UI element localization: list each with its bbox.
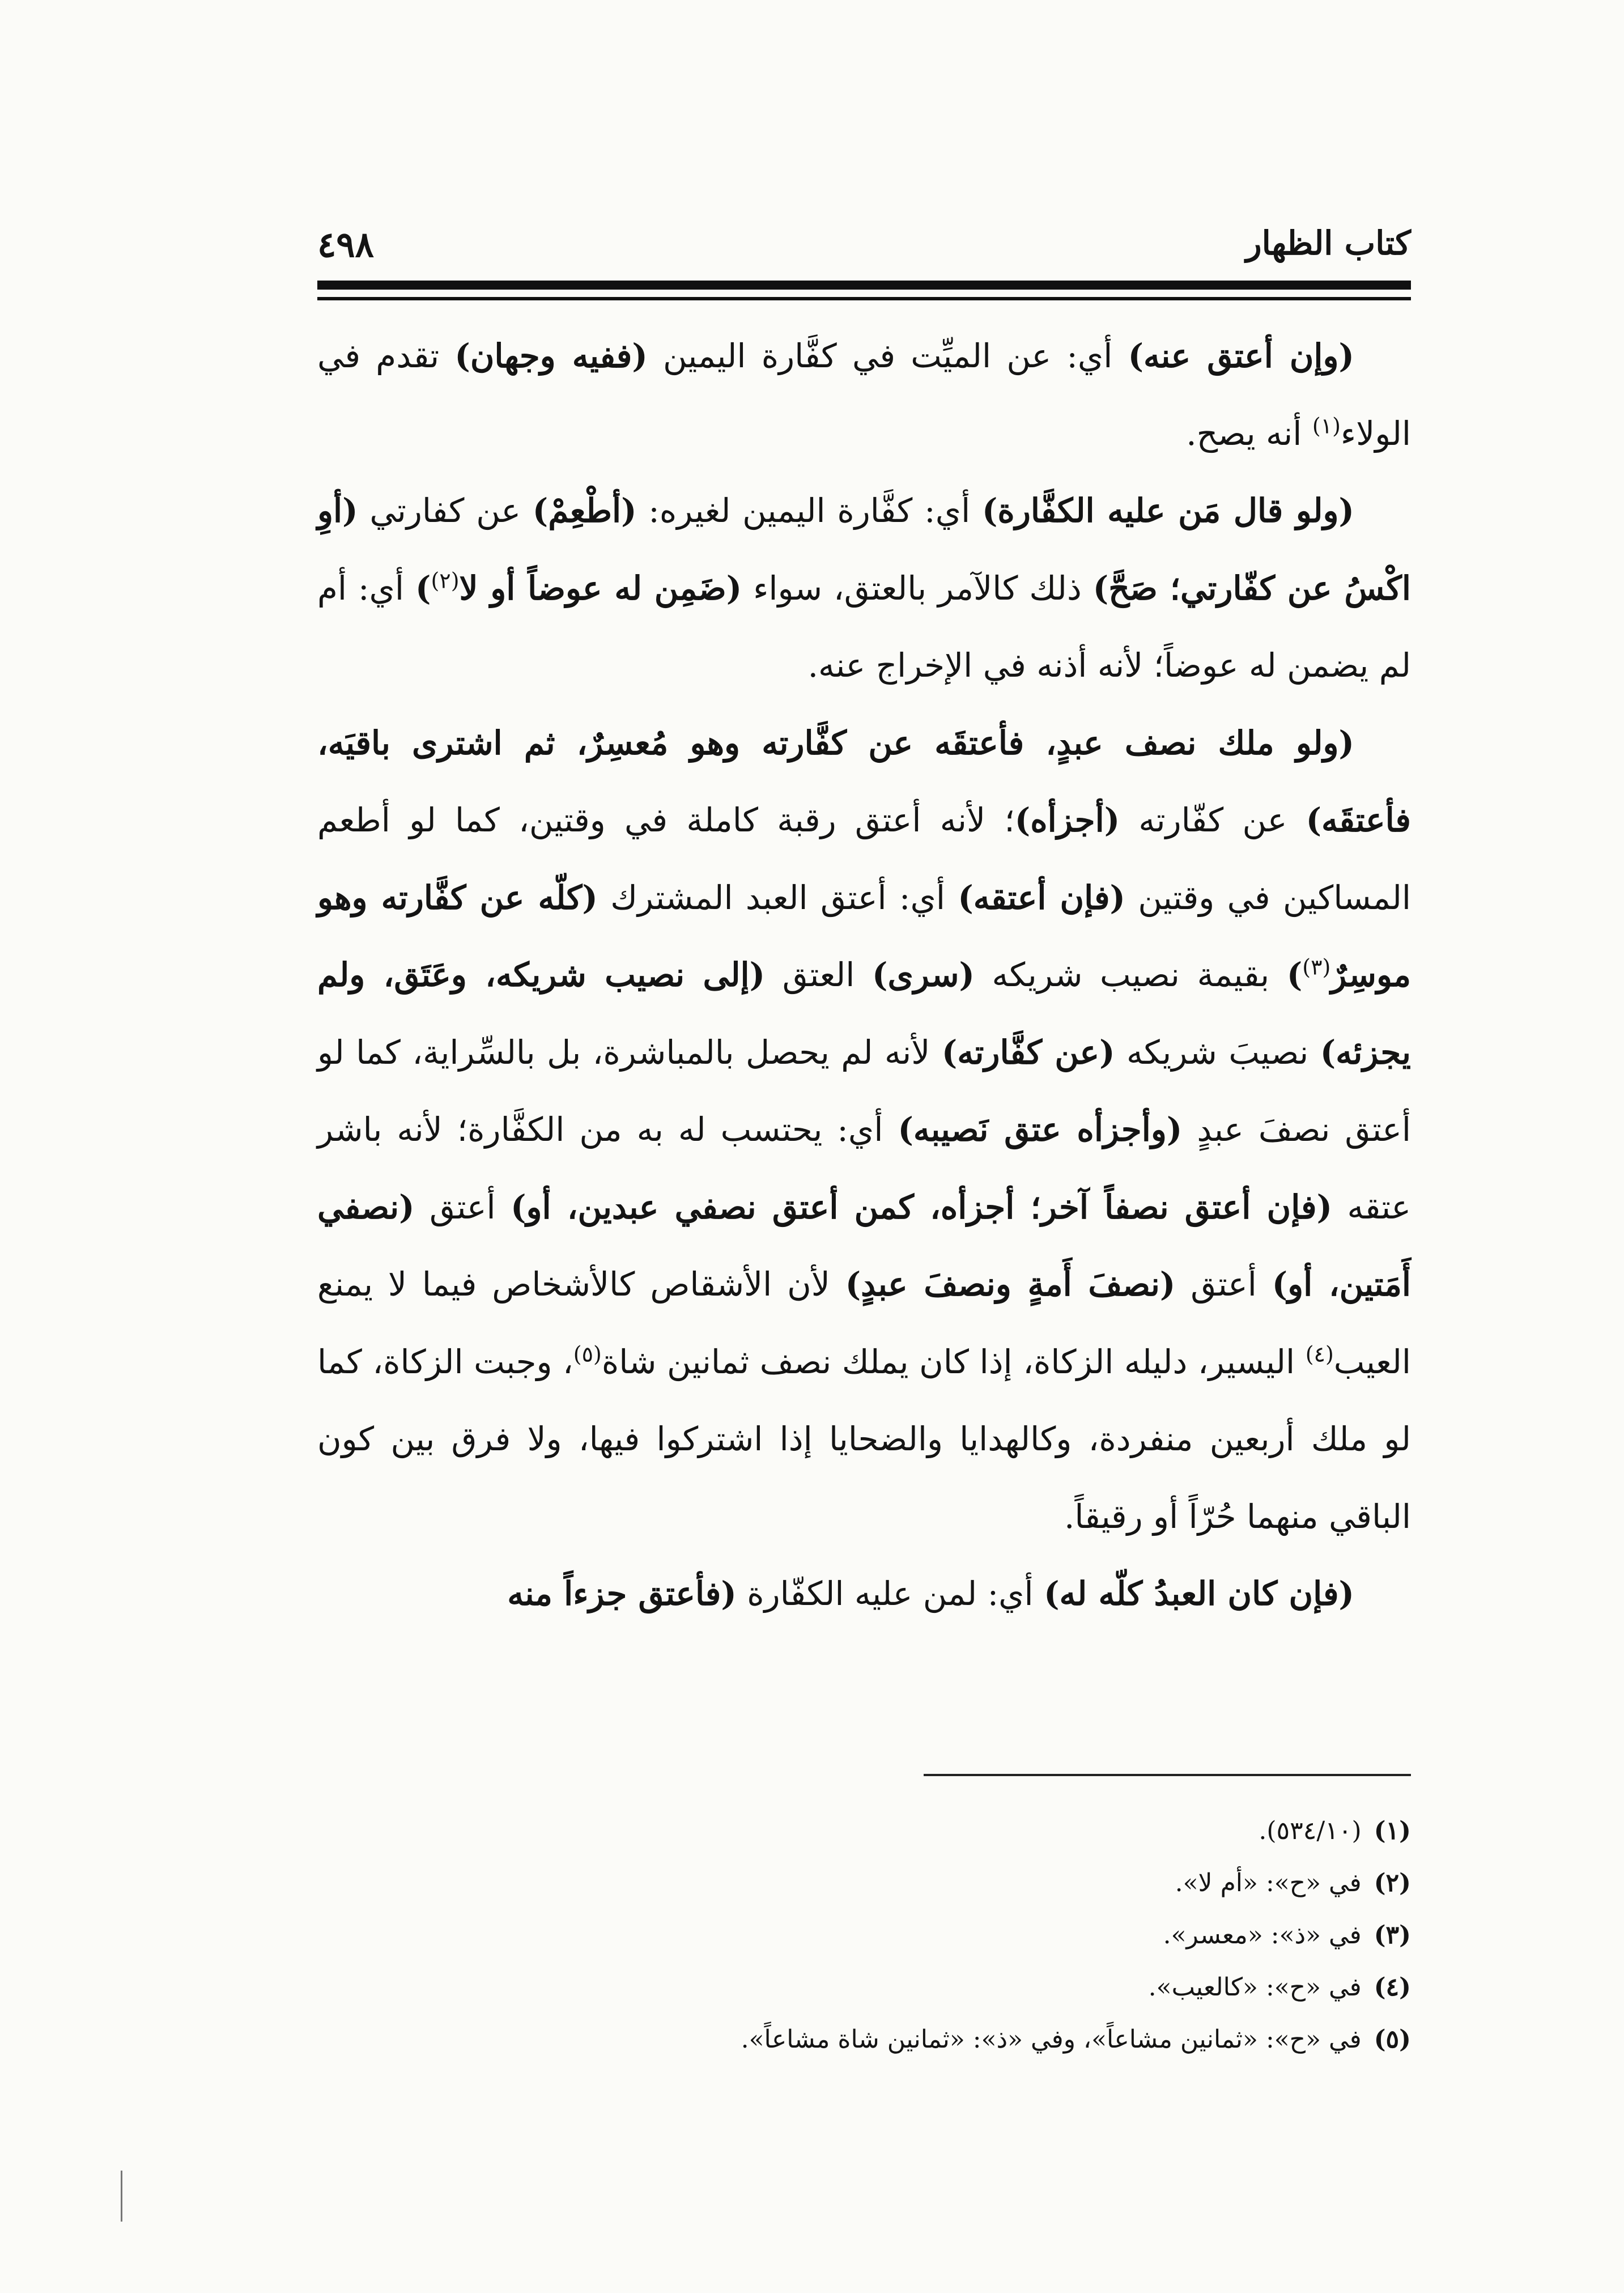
matn-segment: (إلى نصيب شريكه، وعَتَق، ولم يجزئه) <box>317 956 1411 1072</box>
footnote-number: (٥) <box>1374 2025 1411 2054</box>
sharh-segment: أعتق <box>1175 1265 1272 1303</box>
sharh-segment: عن كفّارته <box>1120 801 1306 839</box>
matn-segment: (فإن أعتق نصفاً آخر؛ أجزأه، كمن أعتق نصفي عبدين، أو) <box>511 1187 1333 1226</box>
matn-segment: (ولو ملك نصف عبدٍ، فأعتقَه عن كفَّارته وهو مُعسِرٌ، ثم اشترى باقيَه، فأعتقَه) <box>317 723 1411 839</box>
footnote-number: (١) <box>1374 1816 1411 1845</box>
sharh-segment: لأنه لم يحصل بالمباشرة، بل بالسِّراية، كما لو أعتق نصفَ عبدٍ <box>317 1033 1411 1149</box>
footnote-text: في «ح»: «كالعيب». <box>1148 1973 1362 2002</box>
header-rule-thick <box>317 281 1411 290</box>
matn-segment: ) <box>415 568 431 608</box>
footnotes <box>317 1805 1411 2066</box>
matn-segment: (ففيه وجهان) <box>454 337 648 375</box>
matn-segment: (أوِ اكْسُ عن كفّارتي؛ صَحَّ) <box>317 491 1411 608</box>
sharh-segment: أي: لمن عليه الكفّارة <box>736 1574 1044 1613</box>
paragraph-4 <box>317 1555 1411 1633</box>
matn-segment: (فأعتق جزءاً منه <box>507 1574 737 1613</box>
page-number: ٤٩٨ <box>317 224 374 265</box>
footnote-ref-3[interactable]: (٣) <box>1302 954 1331 980</box>
matn-segment: (ولو قال مَن عليه الكفَّارة) <box>981 491 1354 530</box>
matn-segment: (عن كفَّارته) <box>941 1033 1115 1072</box>
sharh-segment: العتق <box>765 956 873 994</box>
matn-segment: (أطْعِمْ) <box>532 491 637 530</box>
matn-segment: (كلّه عن كفَّارته وهو موسِرٌ <box>317 878 1412 994</box>
footnote-4 <box>317 1961 1411 2014</box>
paragraph-1 <box>317 317 1411 472</box>
sharh-segment: ؛ لأنه أعتق رقبة كاملة في وقتين، كما لو أطعم المساكين في وقتين <box>317 801 1411 917</box>
matn-segment: (نصفي أَمَتين، أو) <box>317 1187 1412 1303</box>
sharh-segment: بقيمة نصيب شريكه <box>974 956 1287 994</box>
footnote-3 <box>317 1909 1411 1961</box>
sharh-segment: أي: أعتق العبد المشترك <box>597 878 958 917</box>
matn-segment: (وأجزأه عتق نَصيبه) <box>898 1110 1183 1149</box>
paragraph-3 <box>317 704 1411 1556</box>
sharh-segment: اليسير، دليله الزكاة، إذا كان يملك نصف ثمانين شاة <box>601 1342 1306 1381</box>
footnote-ref-5[interactable]: (٥) <box>573 1341 602 1367</box>
sharh-segment: نصيبَ شريكه <box>1115 1033 1320 1072</box>
sharh-segment: تقدم في الولاء <box>317 337 1411 453</box>
sharh-segment: أي: يحتسب له به من الكفَّارة؛ لأنه باشر عتقه <box>317 1110 1412 1226</box>
header-rule-thin <box>317 297 1411 300</box>
footnote-text: في «ح»: «ثمانين مشاعاً»، وفي «ذ»: «ثمانين شاة مشاعاً». <box>741 2025 1362 2054</box>
footnote-ref-1[interactable]: (١) <box>1312 413 1341 439</box>
matn-segment: (أجزأه) <box>1014 801 1120 839</box>
footnote-number: (٤) <box>1374 1973 1411 2002</box>
footnote-text: في «ح»: «أم لا». <box>1175 1869 1362 1897</box>
footnote-number: (٣) <box>1374 1921 1411 1950</box>
footnote-text: في «ذ»: «معسر». <box>1163 1921 1362 1950</box>
footnote-number: (٢) <box>1374 1869 1411 1897</box>
matn-segment: ) <box>1286 956 1303 994</box>
sharh-segment: أي: كفَّارة اليمين لغيره: <box>636 491 982 530</box>
sharh-segment: أي: أم لم يضمن له عوضاً؛ لأنه أذنه في الإخراج عنه. <box>317 568 1411 685</box>
matn-segment: (ضَمِن له عوضاً أو لا <box>459 568 742 608</box>
sharh-segment: أعتق <box>414 1187 511 1226</box>
sharh-segment: ، وجبت الزكاة، كما لو ملك أربعين منفردة، وكالهدايا والضحايا إذا اشتركوا فيها، ولا فرق بين كون الباقي منهما حُرّاً أو رقيقاً. <box>317 1342 1411 1536</box>
sharh-segment: ذلك كالآمر بالعتق، سواء <box>742 568 1093 608</box>
matn-segment: (نصفَ أَمةٍ ونصفَ عبدٍ) <box>845 1265 1176 1303</box>
sharh-segment: عن كفارتي <box>358 491 533 530</box>
main-text <box>317 317 1411 1633</box>
paragraph-2 <box>317 472 1411 704</box>
matn-segment: (فإن أعتقه) <box>958 878 1125 917</box>
footnote-divider <box>924 1774 1411 1776</box>
footnote-1 <box>317 1805 1411 1857</box>
footnote-ref-4[interactable]: (٤) <box>1305 1341 1334 1367</box>
matn-segment: (سرى) <box>872 956 975 994</box>
page-header <box>317 224 1411 264</box>
chapter-title: كتاب الظهار <box>1245 224 1411 262</box>
footnote-text: (٥٣٤/١٠). <box>1259 1816 1362 1845</box>
footnote-2 <box>317 1857 1411 1909</box>
sharh-segment: أنه يصح. <box>1186 414 1312 453</box>
sharh-segment: أي: عن الميِّت في كفَّارة اليمين <box>647 337 1128 375</box>
footnote-5 <box>317 2014 1411 2066</box>
footnote-ref-2[interactable]: (٢) <box>431 568 460 593</box>
scan-artifact-line <box>121 2171 122 2222</box>
matn-segment: (وإن أعتق عنه) <box>1128 337 1354 375</box>
sharh-segment: لأن الأشقاص كالأشخاص فيما لا يمنع العيب <box>317 1265 1411 1381</box>
matn-segment: (فإن كان العبدُ كلّه له) <box>1044 1574 1354 1613</box>
